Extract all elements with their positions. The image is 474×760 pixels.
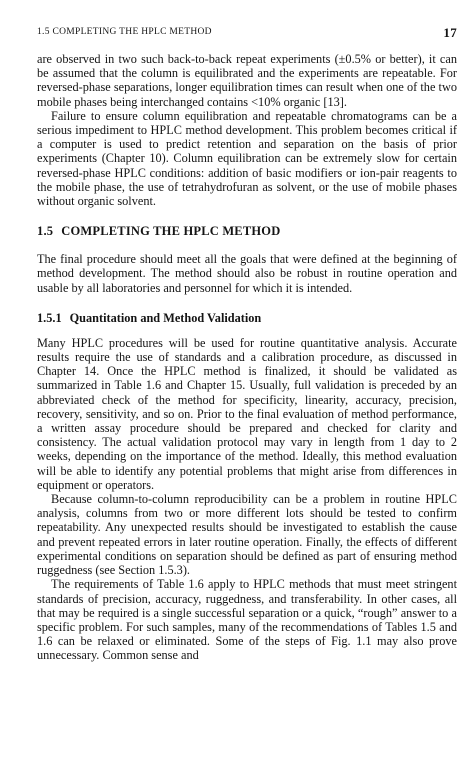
paragraph-equilibration: Failure to ensure column equilibration and repeatable chromatograms can be a serious impediment to HPLC method development. This problem becomes critical if a computer is used to predict retention and separation on the basis of prior experiments (Chapter 10). Column equilibration can be extremely slow for certain reversed-phase HPLC conditions: addition of basic modifiers or ion-pair reagents to the mobile phase, the use of tetrahydrofuran as solvent, or the use of mobile phases without organic solvent.: [37, 108, 457, 209]
subsection-number: 1.5.1: [37, 310, 62, 325]
running-header: [37, 24, 457, 46]
running-title: 1.5 COMPLETING THE HPLC METHOD: [37, 27, 212, 37]
section-title: COMPLETING THE HPLC METHOD: [61, 224, 281, 239]
section-heading: [37, 224, 457, 239]
subsection-title: Quantitation and Method Validation: [69, 310, 262, 325]
continued-text: [37, 52, 457, 208]
paragraph-requirements: The requirements of Table 1.6 apply to HPLC methods that must meet stringent standards of precision, accuracy, ruggedness, and transferability. In other cases, all that may be required is a single successful separation or a quick, “rough” answer to a specific problem. For such samples, many of the recommendations of Tables 1.5 and 1.6 can be relaxed or eliminated. Some of the steps of Fig. 1.1 may also prove unnecessary. Common sense and: [37, 577, 457, 663]
subsection-heading: [37, 311, 457, 326]
section-number: 1.5: [37, 224, 54, 239]
paragraph-reproducibility: Because column-to-column reproducibility can be a problem in routine HPLC analysis, columns from two or more different lots should be tested to confirm repeatability. Any unexpected results should be investigated to establish the cause and prevent repeated errors in later routine operation. Finally, the effects of different experimental conditions on separation should be defined as part of ensuring method ruggedness (see Section 1.5.3).: [37, 492, 457, 578]
section-intro-paragraph: The final procedure should meet all the goals that were defined at the beginning of method development. The method should also be robust in routine operation and usable by all laboratories and personnel for which it is intended.: [37, 252, 457, 295]
page-number: 17: [443, 25, 457, 40]
paragraph-quantitation: Many HPLC procedures will be used for routine quantitative analysis. Accurate results require the use of standards and a calibration procedure, as discussed in Chapter 14. Once the HPLC method is finalized, it should be validated as summarized in Table 1.6 and Chapter 15. Usually, full validation is preceded by an abbreviated check of the method for specificity, linearity, accuracy, precision, recovery, sensitivity, and so on. Prior to the final evaluation of method performance, a written assay procedure should be prepared and checked for clarity and consistency. The actual validation protocol may vary in length from 1 day to 2 weeks, depending on the importance of the method. Ideally, this method evaluation will be able to identify any potential problems that might arise from differences in equipment or operators.: [37, 335, 457, 492]
paragraph-continued: are observed in two such back-to-back repeat experiments (±0.5% or better), it can be assumed that the column is equilibrated and the experiments are repeatable. For reversed-phase separations, longer equilibration times can result when one of the two mobile phases being interchanged contains <10% organic [13].: [37, 52, 457, 109]
book-page: [37, 24, 457, 663]
